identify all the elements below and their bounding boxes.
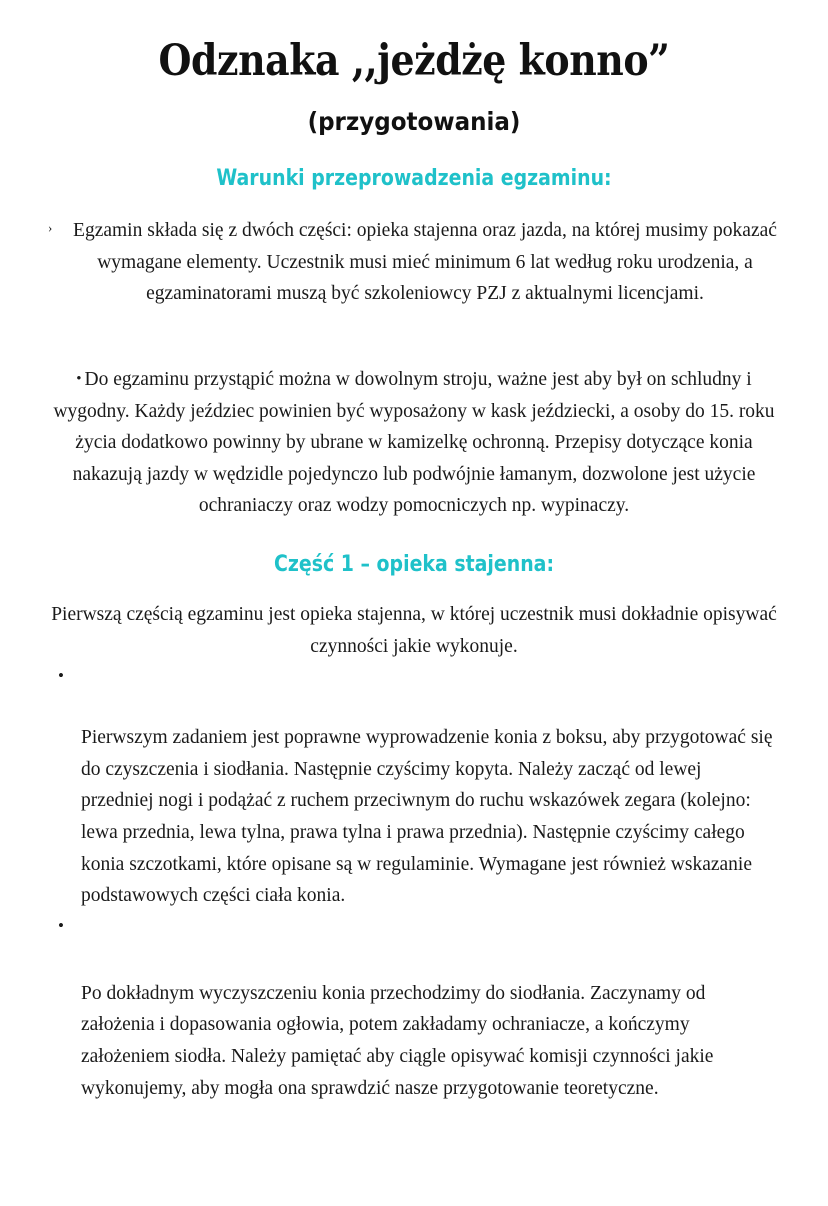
list-item: • Pierwszym zadaniem jest poprawne wyprowadzenie konia z boksu, aby przygotować się do czyszczenia i siodłania. Następnie czyścimy kopyta. Należy zacząć od lewej przedniej nogi i podążać z ruchem przeciwnym do ruchu wskazówek zegara (kolejno: lewa przednia, lewa tylna, prawa tylna i prawa przednia). Następnie czyścimy całego konia szczotkami, które opisane są w regulaminie. Wymagane jest również wskazanie podstawowych części ciała konia. xyxy=(58,662,818,911)
paragraph-block-exam-parts xyxy=(34,191,794,310)
page-subtitle: (przygotowania) xyxy=(307,107,521,137)
page-title: Odznaka ,,jeżdżę konno” xyxy=(158,36,670,86)
stable-care-task-list xyxy=(58,662,818,1104)
paragraph-attire-rules xyxy=(43,364,785,522)
section-heading-part-one: Część 1 – opieka stajenna: xyxy=(273,551,555,577)
bullet-marker-icon: › xyxy=(48,220,53,236)
list-item: • Po dokładnym wyczyszczeniu konia przechodzimy do siodłania. Zaczynamy od założenia i dopasowania ogłowia, potem zakładamy ochraniacze, a kończymy założeniem siodła. Należy pamiętać aby ciągle opisywać komisji czynności jakie wykonujemy, aby mogła ona sprawdzić nasze przygotowanie teoretyczne. xyxy=(58,912,818,1104)
paragraph-attire-rules-text: Do egzaminu przystąpić można w dowolnym stroju, ważne jest aby był on schludny i wygodny. Każdy jeździec powinien być wyposażony w kask jeździecki, a osoby do 15. roku życia dodatkowo powinny by ubrane w kamizelkę ochronną. Przepisy dotyczące konia nakazują jazdy w wędzidle pojedynczo lub podwójnie łamanym, dozwolone jest użycie ochraniaczy oraz wodzy pomocniczych np. wypinaczy. xyxy=(53,368,775,517)
paragraph-block-part-one-intro xyxy=(34,577,794,662)
bullet-marker-icon: • xyxy=(76,370,82,387)
section-heading-exam-conditions: Warunki przeprowadzenia egzaminu: xyxy=(216,165,612,191)
paragraph-exam-parts: Egzamin składa się z dwóch części: opieka stajenna oraz jazda, na której musimy pokazać wymagane elementy. Uczestnik musi mieć minimum 6 lat według roku urodzenia, a egzaminatorami muszą być szkoleniowcy PZJ z aktualnymi licencjami. xyxy=(73,220,777,305)
paragraph-block-attire-rules xyxy=(43,310,785,522)
paragraph-part-one-intro: Pierwszą częścią egzaminu jest opieka stajenna, w której uczestnik musi dokładnie opisywać czynności jakie wykonuje. xyxy=(51,604,777,657)
